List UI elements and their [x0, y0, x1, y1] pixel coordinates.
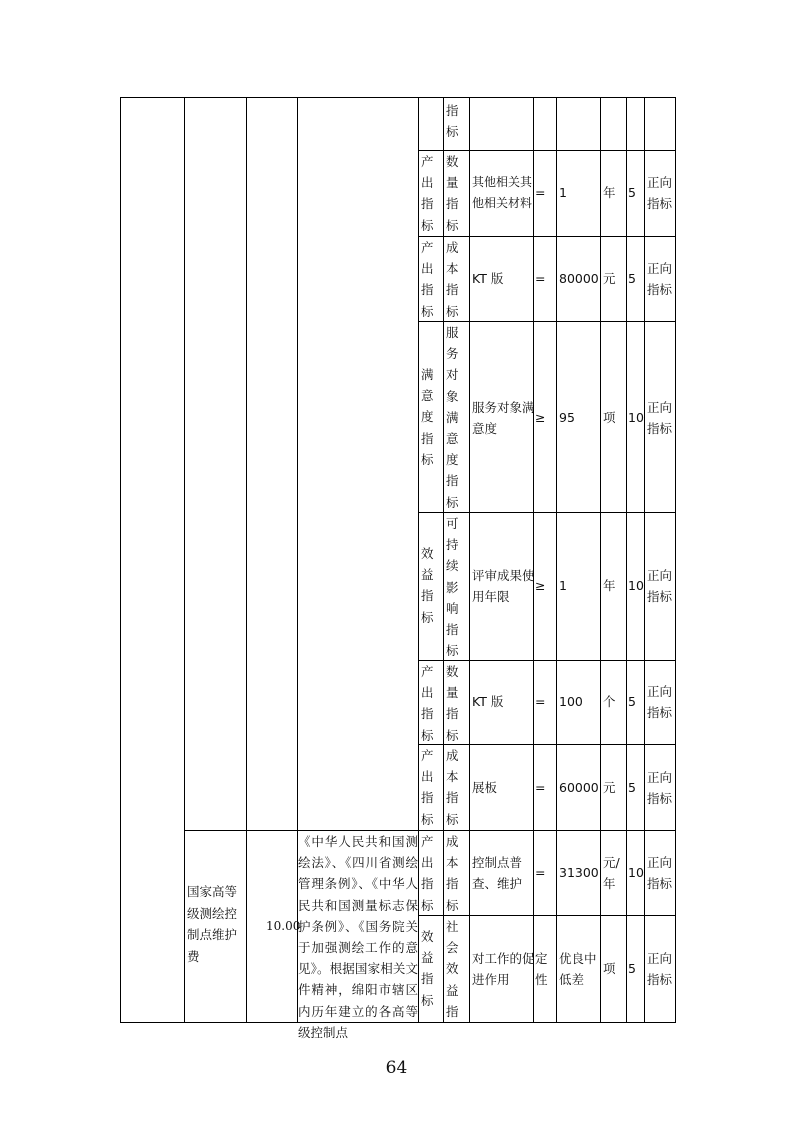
col-border	[600, 97, 601, 1023]
indicator-name-cell: 控制点普 查、维护	[472, 855, 523, 891]
unit-cell: 元	[603, 780, 616, 795]
project-amount-cell: 10.00	[266, 919, 301, 933]
operator-cell: ≥	[535, 578, 546, 593]
col-border	[626, 97, 627, 1023]
primary-indicator-cell: 产 出 指 标	[421, 748, 434, 827]
operator-cell: =	[535, 694, 546, 709]
direction-cell: 正向 指标	[647, 855, 673, 891]
primary-indicator-cell: 满 意 度 指 标	[421, 367, 434, 467]
direction-cell: 正向 指标	[647, 951, 673, 987]
secondary-indicator-cell: 数 量 指 标	[446, 154, 459, 233]
secondary-indicator-cell: 服 务 对 象 满 意 度 指 标	[446, 325, 459, 510]
direction-cell: 正向 指标	[647, 684, 673, 720]
secondary-indicator-cell: 成 本 指 标	[446, 748, 459, 827]
indicator-name-cell: KT 版	[472, 271, 504, 286]
unit-cell: 项	[603, 961, 616, 976]
table-top-border	[120, 97, 675, 98]
unit-cell: 项	[603, 410, 616, 425]
indicator-name-cell: 评审成果使 用年限	[472, 568, 535, 604]
target-value-cell: 60000	[559, 780, 599, 795]
project-basis-cell: 《中华人民共和国测绘法》、《四川省测绘管理条例》、《中华人民共和国测量标志保护条例》、《国务院关于加强测绘工作的意见》。根据国家相关文件精神，绵阳市辖区内历年建立的各高等级控制点	[298, 834, 418, 1040]
secondary-indicator-cell: 社 会 效 益 指	[446, 919, 459, 1019]
target-value-cell: 95	[559, 410, 575, 425]
operator-cell: =	[535, 271, 546, 286]
score-cell: 5	[628, 780, 636, 795]
secondary-indicator-cell: 可 持 续 影 响 指 标	[446, 516, 459, 659]
score-cell: 10	[628, 410, 644, 425]
operator-cell: =	[535, 185, 546, 200]
unit-cell: 元/ 年	[603, 855, 620, 891]
project-name-cell: 国家高等 级测绘控 制点维护 费	[187, 884, 238, 964]
primary-indicator-cell: 产 出 指 标	[421, 154, 434, 233]
direction-cell: 正向 指标	[647, 568, 673, 604]
indicator-name-cell: 对工作的促 进作用	[472, 951, 535, 987]
direction-cell: 正向 指标	[647, 175, 673, 211]
unit-cell: 年	[603, 185, 616, 200]
target-value-cell: 80000	[559, 271, 599, 286]
score-cell: 10	[628, 865, 644, 880]
target-value-cell: 优良中 低差	[559, 951, 597, 987]
score-cell: 10	[628, 578, 644, 593]
operator-cell: 定 性	[535, 951, 548, 987]
col-border	[120, 97, 121, 1023]
unit-cell: 年	[603, 578, 616, 593]
secondary-indicator-cell: 成 本 指 标	[446, 834, 459, 913]
primary-indicator-cell: 效 益 指 标	[421, 929, 434, 1008]
score-cell: 5	[628, 961, 636, 976]
target-value-cell: 1	[559, 578, 567, 593]
col-border	[246, 97, 247, 1023]
secondary-indicator-cell: 数 量 指 标	[446, 664, 459, 743]
col-border	[469, 97, 470, 1023]
target-value-cell: 1	[559, 185, 567, 200]
direction-cell: 正向 指标	[647, 261, 673, 297]
indicator-name-cell: KT 版	[472, 694, 504, 709]
operator-cell: =	[535, 865, 546, 880]
primary-indicator-cell: 产 出 指 标	[421, 664, 434, 743]
direction-cell: 正向 指标	[647, 770, 673, 806]
col-border	[556, 97, 557, 1023]
col-border	[533, 97, 534, 1023]
col-border	[443, 97, 444, 1023]
secondary-indicator-cell: 指 标	[446, 103, 459, 140]
col-border	[644, 97, 645, 1023]
page-number: 64	[385, 1058, 408, 1078]
operator-cell: =	[535, 780, 546, 795]
operator-cell: ≥	[535, 410, 546, 425]
unit-cell: 个	[603, 694, 616, 709]
primary-indicator-cell: 效 益 指 标	[421, 546, 434, 625]
indicator-name-cell: 服务对象满 意度	[472, 400, 535, 436]
secondary-indicator-cell: 成 本 指 标	[446, 240, 459, 319]
score-cell: 5	[628, 694, 636, 709]
indicator-name-cell: 展板	[472, 780, 498, 795]
indicator-name-cell: 其他相关其 他相关材料	[472, 175, 533, 210]
primary-indicator-cell: 产 出 指 标	[421, 240, 434, 319]
unit-cell: 元	[603, 271, 616, 286]
primary-indicator-cell: 产 出 指 标	[421, 834, 434, 913]
col-border	[184, 97, 185, 1023]
table-bottom-border	[120, 1022, 675, 1023]
col-border	[418, 97, 419, 1023]
direction-cell: 正向 指标	[647, 400, 673, 436]
target-value-cell: 100	[559, 694, 583, 709]
target-value-cell: 31300	[559, 865, 599, 880]
score-cell: 5	[628, 271, 636, 286]
col-border	[675, 97, 676, 1023]
score-cell: 5	[628, 185, 636, 200]
